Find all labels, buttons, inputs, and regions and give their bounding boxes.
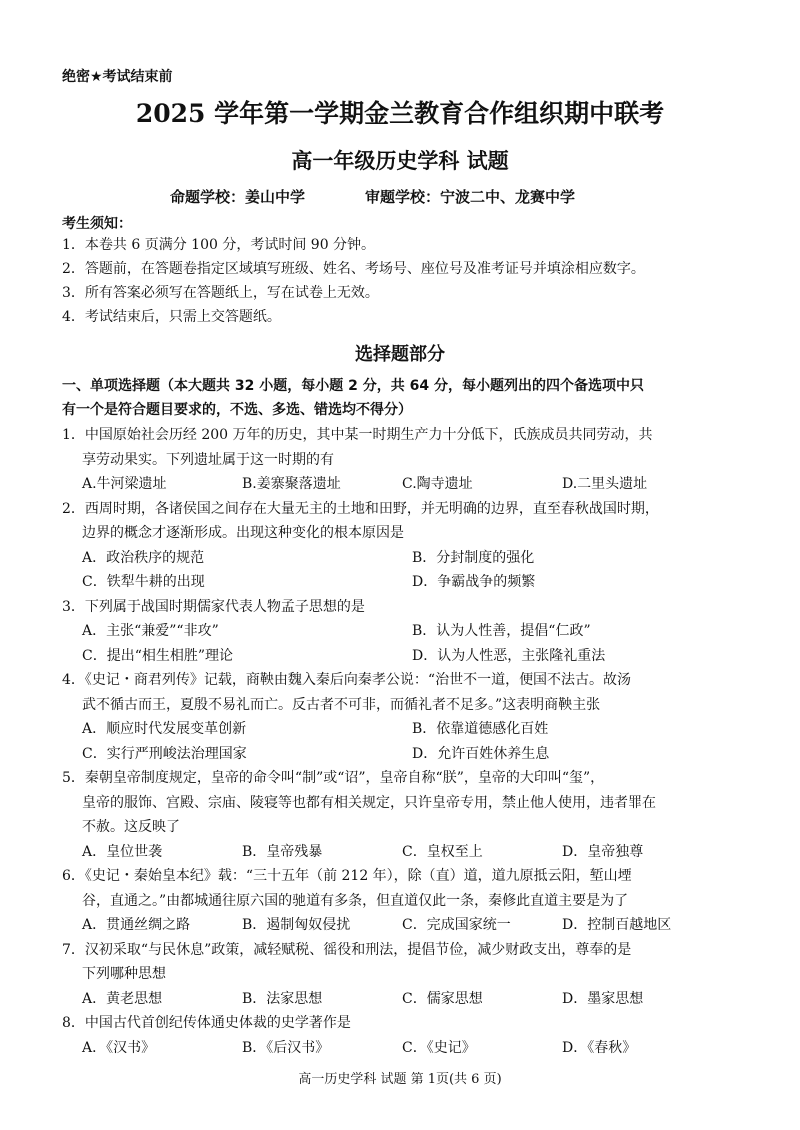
question-5: [62, 766, 752, 864]
option-b: B．认为人性善，提倡“仁政”: [412, 623, 591, 639]
options-row: [62, 840, 752, 865]
question-3: [62, 595, 752, 669]
option-c: C.陶寺遗址: [402, 476, 473, 492]
question-stem: 边界的概念才逐渐形成。出现这种变化的根本原因是: [82, 525, 404, 541]
question-stem: 6．《史记・秦始皇本纪》载：“三十五年（前 212 年），除（直）道，道九原抵云阳，堑山堙: [62, 868, 632, 884]
part-line: 一、单项选择题（本大题共 32 小题，每小题 2 分，共 64 分，每小题列出的四个备选项中只: [62, 378, 644, 394]
options-row: [62, 570, 752, 595]
option-c: C．完成国家统一: [402, 917, 511, 933]
question-stem: 谷，直通之。”由都城通往原六国的驰道有多条，但直道仅此一条，秦修此直道主要是为了: [82, 892, 629, 909]
option-a: A．黄老思想: [82, 990, 163, 1007]
notice-list: [62, 233, 762, 329]
option-b: B．依靠道德感化百姓: [412, 721, 549, 737]
options-row: [62, 717, 752, 742]
part-instructions: [62, 374, 752, 422]
question-stem: 2．西周时期，各诸侯国之间存在大量无主的土地和田野，并无明确的边界，直至春秋战国时期，: [62, 500, 659, 517]
option-b: B．皇帝残暴: [242, 843, 323, 860]
option-c: C．铁犁牛耕的出现: [82, 574, 205, 590]
options-row: [62, 619, 752, 644]
exam-subtitle: 高一年级历史学科 试题: [291, 148, 509, 173]
option-a: A．皇位世袭: [82, 843, 163, 860]
options-row: [62, 913, 752, 938]
option-a: A.牛河梁遗址: [82, 476, 167, 492]
option-b: B．遏制匈奴侵扰: [242, 917, 351, 933]
option-c: C．实行严刑峻法治理国家: [82, 745, 247, 762]
question-stem: 3．下列属于战国时期儒家代表人物孟子思想的是: [62, 598, 365, 615]
option-d: D．皇帝独尊: [562, 843, 644, 860]
option-d: D．认为人性恶，主张隆礼重法: [412, 647, 606, 664]
option-d: D．争霸战争的频繁: [412, 574, 536, 590]
question-stem: 8．中国古代首创纪传体通史体裁的史学著作是: [62, 1015, 351, 1031]
option-b: B.姜寨聚落遗址: [242, 476, 341, 492]
option-c: C．提出“相生相胜”理论: [82, 647, 234, 664]
option-d: D．墨家思想: [562, 990, 644, 1007]
question-stem: 皇帝的服饰、宫殿、宗庙、陵寝等也都有相关规定，只许皇帝专用，禁止他人使用，违者罪在: [82, 794, 656, 811]
proposer-school: 命题学校：姜山中学: [170, 188, 306, 206]
notice-item: 4．考试结束后，只需上交答题纸。: [62, 309, 281, 325]
option-a: A．顺应时代发展变革创新: [82, 721, 247, 737]
option-c: C．《史记》: [402, 1039, 476, 1056]
option-a: A．主张“兼爱”“非攻”: [82, 623, 219, 639]
question-1: [62, 423, 752, 497]
question-4: [62, 668, 752, 766]
secret-mark: 绝密★考试结束前: [62, 69, 173, 85]
options-row: [62, 987, 752, 1012]
question-7: [62, 938, 752, 1012]
question-stem: 不赦。这反映了: [82, 819, 180, 835]
question-list: [62, 423, 752, 1060]
question-stem: 4．《史记・商君列传》记载，商鞅由魏入秦后向秦孝公说：“治世不一道，便国不法古。故汤: [62, 672, 632, 688]
options-row: [62, 546, 752, 571]
option-b: B．《后汉书》: [242, 1039, 330, 1056]
question-stem: 下列哪种思想: [82, 966, 166, 982]
part-line: 有一个是符合题目要求的，不选、多选、错选均不得分）: [62, 402, 412, 418]
notice-item: 3．所有答案必须写在答题纸上，写在试卷上无效。: [62, 285, 379, 301]
notice-item: 1．本卷共 6 页满分 100 分，考试时间 90 分钟。: [62, 237, 376, 253]
page-footer: 高一历史学科 试题 第 1页(共 6 页): [298, 1072, 502, 1087]
question-stem: 享劳动果实。下列遗址属于这一时期的有: [82, 451, 334, 468]
question-stem: 7．汉初采取“与民休息”政策，减轻赋税、徭役和刑法，提倡节俭，减少财政支出，尊奉的是: [62, 941, 632, 958]
option-a: A．贯通丝绸之路: [82, 917, 191, 933]
question-stem: 1．中国原始社会历经 200 万年的历史，其中某一时期生产力十分低下，氏族成员共同劳动，共: [62, 427, 653, 443]
option-d: D．《春秋》: [562, 1039, 637, 1056]
notice-heading: 考生须知：: [62, 216, 132, 232]
option-a: A．政治秩序的规范: [82, 549, 205, 566]
reviewer-school: 审题学校：宁波二中、龙赛中学: [365, 188, 576, 206]
question-8: [62, 1011, 752, 1060]
option-d: D．允许百姓休养生息: [412, 745, 550, 762]
section-title: 选择题部分: [355, 344, 445, 365]
option-b: B．分封制度的强化: [412, 549, 535, 566]
option-a: A．《汉书》: [82, 1039, 156, 1056]
options-row: [62, 644, 752, 669]
option-b: B．法家思想: [242, 990, 323, 1007]
option-c: C．儒家思想: [402, 990, 483, 1007]
question-2: [62, 497, 752, 595]
question-6: [62, 864, 752, 938]
schools-line: [170, 186, 575, 207]
notice-item: 2．答题前，在答题卷指定区域填写班级、姓名、考场号、座位号及准考证号并填涂相应数字。: [62, 261, 645, 277]
options-row: [62, 472, 752, 497]
options-row: [62, 742, 752, 767]
option-c: C．皇权至上: [402, 843, 483, 860]
question-stem: 5．秦朝皇帝制度规定，皇帝的命令叫“制”或“诏”，皇帝自称“朕”，皇帝的大印叫“玺”，: [62, 770, 605, 786]
option-d: D．控制百越地区: [562, 917, 672, 933]
question-stem: 武不循古而王，夏殷不易礼而亡。反古者不可非，而循礼者不足多。”这表明商鞅主张: [82, 696, 601, 713]
options-row: [62, 1036, 752, 1061]
exam-title: 2025 学年第一学期金兰教育合作组织期中联考: [135, 99, 665, 128]
option-d: D.二里头遗址: [562, 476, 648, 492]
